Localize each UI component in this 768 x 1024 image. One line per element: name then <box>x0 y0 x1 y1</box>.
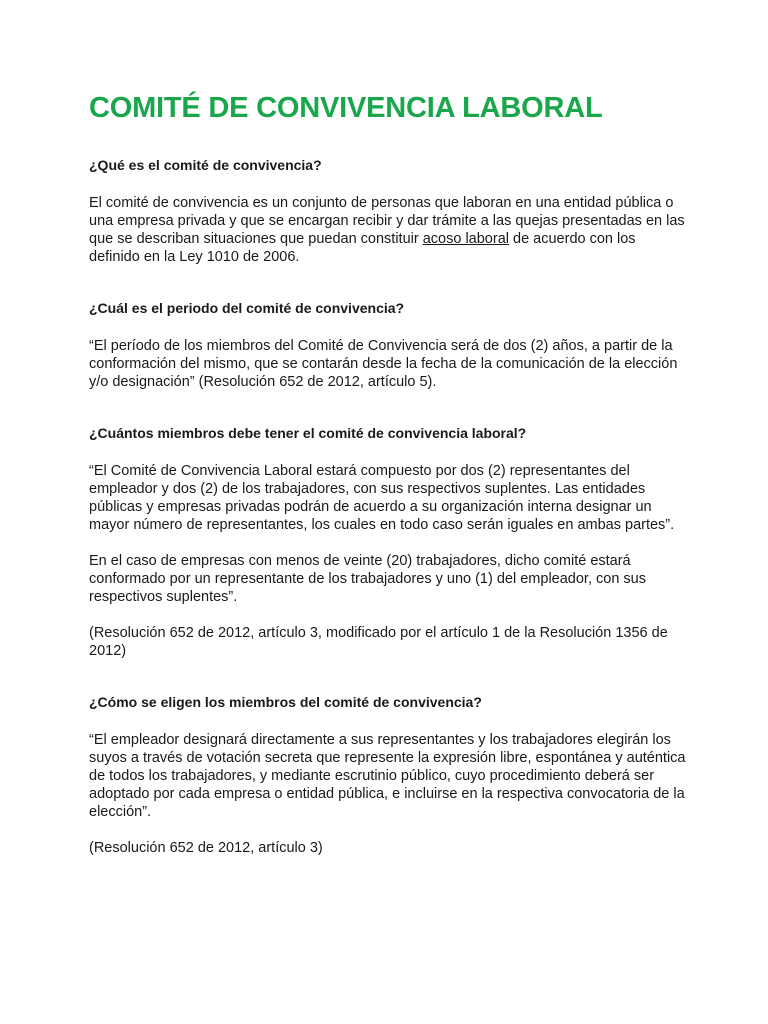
acoso-laboral-link[interactable]: acoso laboral <box>422 231 509 247</box>
answer-members-p2: En el caso de empresas con menos de veinte (20) trabajadores, dicho comité estará conformado por un representante de los trabajadores y uno (1) del empleador, con sus respectivos suplentes”. <box>89 553 646 605</box>
question-election: ¿Cómo se eligen los miembros del comité de convivencia? <box>89 694 482 710</box>
answer-text-after-link: de acuerdo con los definido en la Ley 1010 de 2006. <box>89 231 636 265</box>
answer-period: “El período de los miembros del Comité de Convivencia será de dos (2) años, a partir de la conformación del mismo, que se contarán desde la fecha de la comunicación de la elección y/o designación” (Resolución 652 de 2012, artículo 5). <box>89 338 678 390</box>
answer-members-p3: (Resolución 652 de 2012, artículo 3, modificado por el artículo 1 de la Resolución 1356 de 2012) <box>89 625 668 659</box>
page-title: COMITÉ DE CONVIVENCIA LABORAL <box>89 92 603 124</box>
answer-members-p1: “El Comité de Convivencia Laboral estará compuesto por dos (2) representantes del empleador y dos (2) de los trabajadores, con sus respectivos suplentes. Las entidades públicas y empresas privadas podrán de acuerdo a su organización interna designar un mayor número de representantes, los cuales en todo caso serán iguales en ambas partes”. <box>89 463 675 533</box>
question-what-is: ¿Qué es el comité de convivencia? <box>89 157 322 173</box>
answer-what-is <box>89 194 689 266</box>
document-page <box>89 90 689 857</box>
question-members: ¿Cuántos miembros debe tener el comité de convivencia laboral? <box>89 425 527 441</box>
answer-text-before-link: El comité de convivencia es un conjunto de personas que laboran en una entidad pública o una empresa privada y que se encargan recibir y dar trámite a las quejas presentadas en las que se describan situaciones que puedan constituir <box>89 195 685 247</box>
question-period: ¿Cuál es el periodo del comité de convivencia? <box>89 300 405 316</box>
answer-election-p2: (Resolución 652 de 2012, artículo 3) <box>89 840 323 856</box>
answer-election-p1: “El empleador designará directamente a sus representantes y los trabajadores elegirán los suyos a través de votación secreta que represente la expresión libre, espontánea y auténtica de todos los trabajadores, y mediante escrutinio público, cuyo procedimiento deberá ser adoptado por cada empresa o entidad pública, e incluirse en la respectiva convocatoria de la elección”. <box>89 732 686 820</box>
